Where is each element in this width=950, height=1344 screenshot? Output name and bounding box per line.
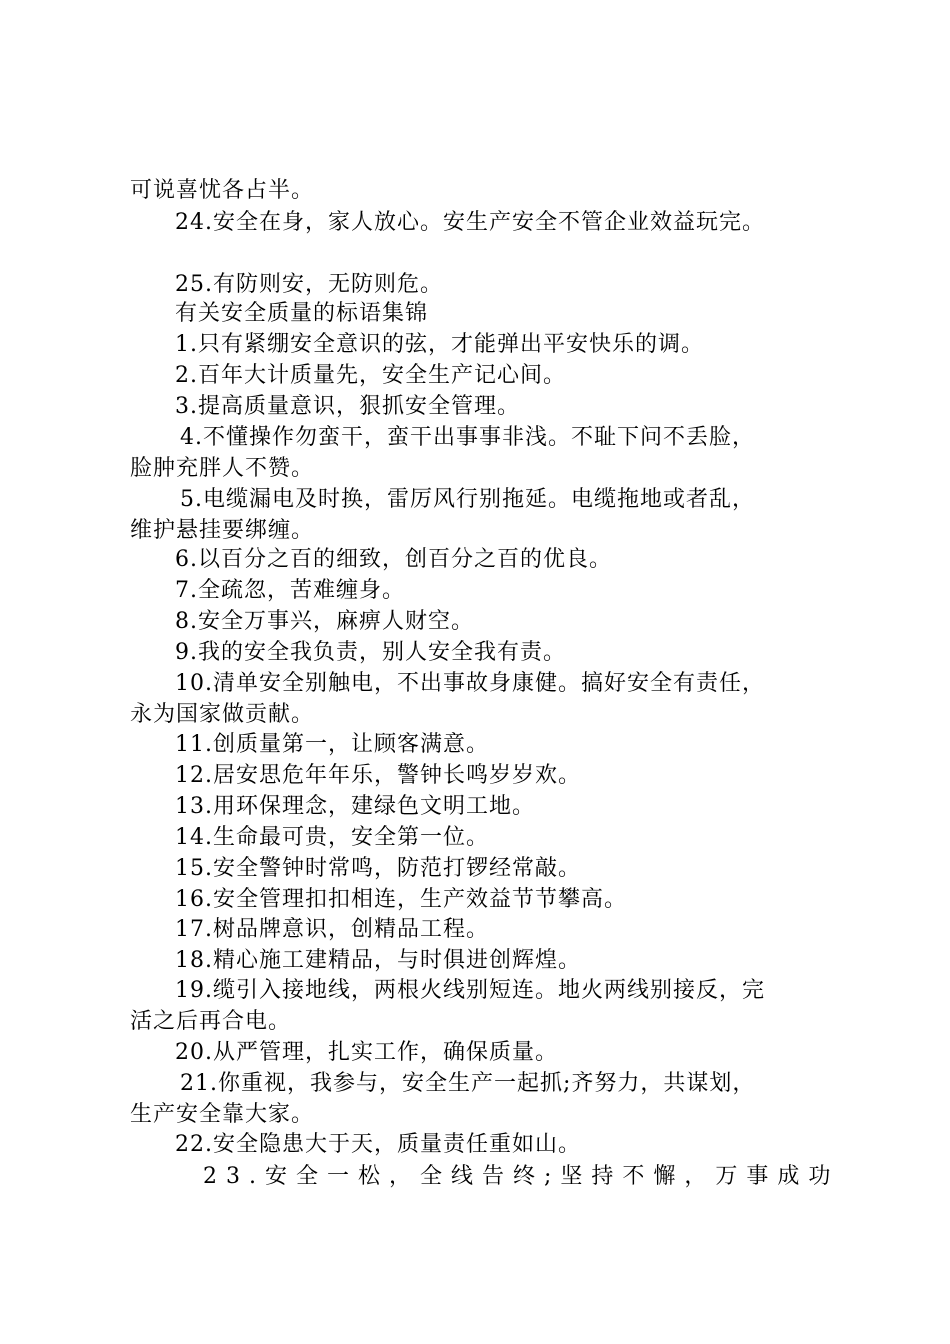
text-line: 4.不懂操作勿蛮干，蛮干出事事非浅。不耻下问不丢脸， — [180, 425, 755, 450]
text-line: 13.用环保理念，建绿色文明工地。 — [175, 794, 535, 819]
text-line: 6.以百分之百的细致，创百分之百的优良。 — [175, 547, 612, 572]
text-line: 12.居安思危年年乐，警钟长鸣岁岁欢。 — [175, 763, 581, 788]
text-line: 11.创质量第一，让顾客满意。 — [175, 732, 489, 757]
section-heading: 有关安全质量的标语集锦 — [175, 301, 429, 326]
text-line: 22.安全隐患大于天，质量责任重如山。 — [175, 1132, 581, 1157]
text-line: 活之后再合电。 — [130, 1009, 292, 1034]
text-line: 脸肿充胖人不赞。 — [130, 456, 315, 481]
text-line: 生产安全靠大家。 — [130, 1102, 315, 1127]
text-line: 15.安全警钟时常鸣，防范打锣经常敲。 — [175, 856, 581, 881]
text-line: 8.安全万事兴，麻痹人财空。 — [175, 609, 474, 634]
text-line: 3.提高质量意识，狠抓安全管理。 — [175, 394, 520, 419]
text-line: 25.有防则安，无防则危。 — [175, 272, 443, 297]
text-line: 维护悬挂要绑缠。 — [130, 518, 315, 543]
text-line: 17.树品牌意识，创精品工程。 — [175, 917, 489, 942]
text-line: 2.百年大计质量先，安全生产记心间。 — [175, 363, 566, 388]
text-line: 14.生命最可贵，安全第一位。 — [175, 825, 489, 850]
text-line: 可说喜忧各占半。 — [130, 178, 315, 203]
text-line: 9.我的安全我负责，别人安全我有责。 — [175, 640, 566, 665]
text-line: 21.你重视，我参与，安全生产一起抓;齐努力，共谋划， — [180, 1071, 756, 1096]
text-line: 永为国家做贡献。 — [130, 702, 315, 727]
text-line: 23.安全一松，全线告终;坚持不懈，万事成功 — [203, 1164, 840, 1189]
text-line: 18.精心施工建精品，与时俱进创辉煌。 — [175, 948, 581, 973]
text-line: 19.缆引入接地线，两根火线别短连。地火两线别接反，完 — [175, 978, 765, 1003]
text-line: 5.电缆漏电及时换，雷厉风行别拖延。电缆拖地或者乱， — [180, 487, 755, 512]
text-line: 10.清单安全别触电，不出事故身康健。搞好安全有责任， — [175, 671, 765, 696]
text-line: 20.从严管理，扎实工作，确保质量。 — [175, 1040, 558, 1065]
text-line: 7.全疏忽，苦难缠身。 — [175, 578, 405, 603]
text-line: 16.安全管理扣扣相连，生产效益节节攀高。 — [175, 887, 627, 912]
text-line: 24.安全在身，家人放心。安生产安全不管企业效益玩完。 — [175, 210, 765, 235]
text-line: 1.只有紧绷安全意识的弦，才能弹出平安快乐的调。 — [175, 332, 704, 357]
